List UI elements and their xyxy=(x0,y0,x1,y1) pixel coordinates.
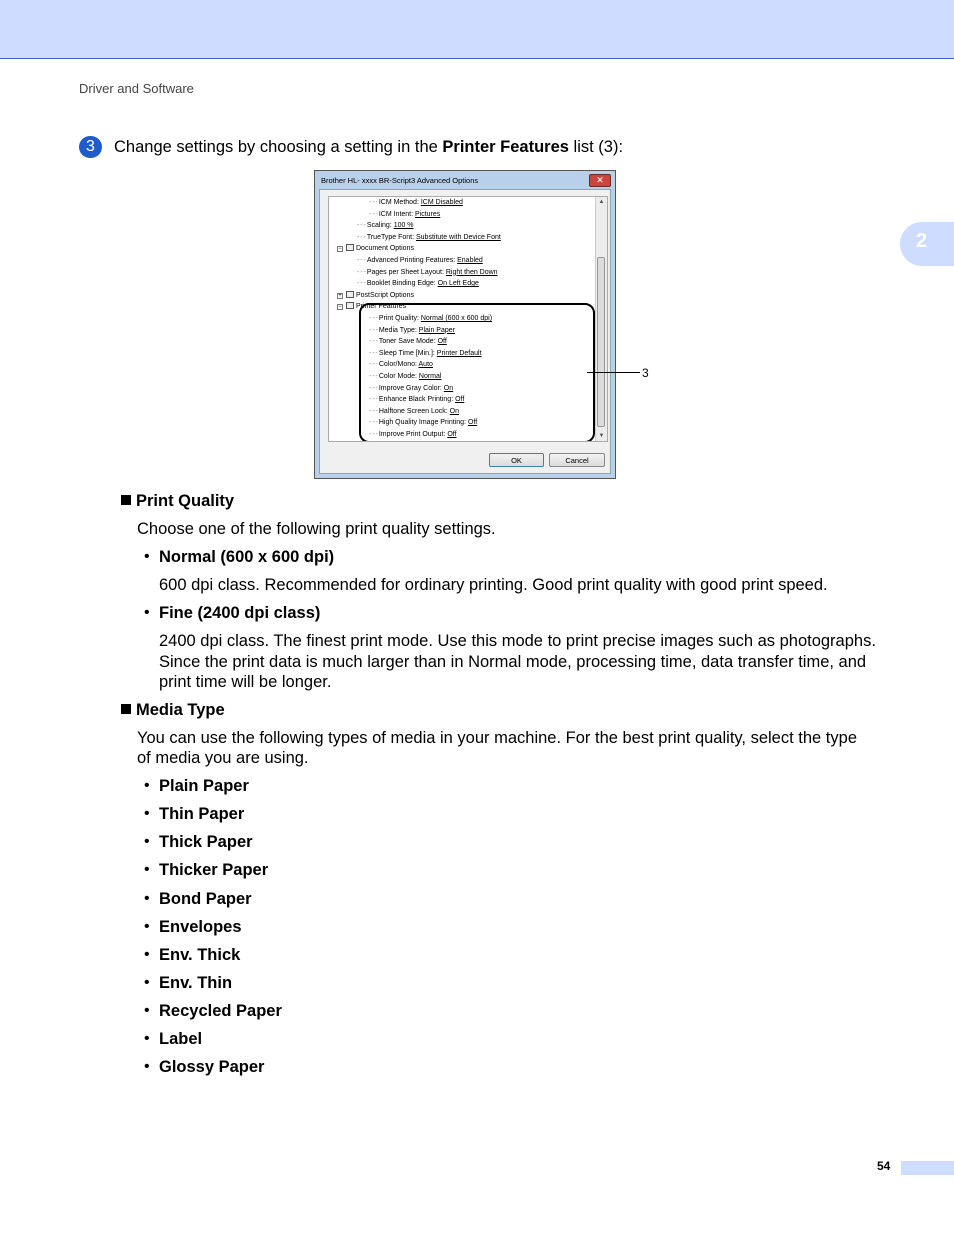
tree-connector: - - - xyxy=(369,419,379,427)
tree-connector: - - - xyxy=(369,199,379,206)
media-type-item: Thick Paper xyxy=(159,833,253,851)
tree-item-label: Pages per Sheet Layout: xyxy=(366,268,446,276)
tree-item-value[interactable]: Off xyxy=(447,431,457,438)
expand-toggle-icon[interactable]: + xyxy=(338,292,342,299)
tree-item-label: TrueType Font: xyxy=(366,233,416,241)
close-icon[interactable]: ✕ xyxy=(589,174,611,187)
tree-item-value[interactable]: Plain Paper xyxy=(418,326,455,334)
tree-connector: - - - xyxy=(369,373,379,380)
option-normal-desc: 600 dpi class. Recommended for ordinary printing. Good print quality with good print speed. xyxy=(159,576,828,594)
tree-item-label: Color Mode: xyxy=(378,373,419,380)
media-type-heading: Media Type xyxy=(121,700,225,721)
tree-connector: - - - xyxy=(369,338,379,346)
square-bullet-icon xyxy=(121,495,131,505)
bullet-icon: • xyxy=(144,890,150,907)
tree-item[interactable] xyxy=(357,267,498,278)
header-band xyxy=(0,0,954,59)
tree-item-value[interactable]: On Left Edge xyxy=(437,280,479,288)
tree-item-label: Scaling: xyxy=(366,222,394,230)
bullet-icon: • xyxy=(144,805,150,822)
scroll-thumb[interactable] xyxy=(597,257,605,427)
bullet-icon: • xyxy=(144,946,150,963)
bullet-icon: • xyxy=(144,604,150,621)
tree-item[interactable] xyxy=(337,243,414,254)
expand-toggle-icon[interactable]: − xyxy=(338,304,342,311)
tree-item-label: Print Quality: xyxy=(378,315,421,322)
bullet-icon: • xyxy=(144,548,150,565)
tree-item[interactable] xyxy=(369,197,463,208)
tree-connector: - - - xyxy=(369,326,379,334)
footer-bar xyxy=(901,1161,954,1175)
callout-line xyxy=(587,372,640,373)
tree-item-label: Halftone Screen Lock: xyxy=(378,407,450,415)
option-normal-name: Normal (600 x 600 dpi) xyxy=(159,548,335,566)
tree-item-label: Document Options xyxy=(356,245,414,253)
tree-connector: - - - xyxy=(369,349,379,357)
option-fine-name: Fine (2400 dpi class) xyxy=(159,604,321,622)
bullet-icon: • xyxy=(144,1058,150,1075)
media-type-item: Plain Paper xyxy=(159,777,249,795)
bullet-icon: • xyxy=(144,861,150,878)
media-type-intro-line: of media you are using. xyxy=(137,749,309,767)
option-fine-desc-line: Since the print data is much larger than in Normal mode, processing time, data transfer time, and xyxy=(159,653,867,671)
tree-item-value[interactable]: Right then Down xyxy=(445,268,498,276)
section-header: Driver and Software xyxy=(79,81,194,96)
tree-connector: - - - xyxy=(369,210,379,218)
tree-connector: - - - xyxy=(357,280,367,288)
tree-item-value[interactable]: Substitute with Device Font xyxy=(415,233,501,241)
tree-item-value[interactable]: Off xyxy=(437,338,447,346)
dialog-body xyxy=(319,189,611,474)
tree-item-label: Sleep Time [Min.]: xyxy=(378,349,437,357)
tree-connector: - - - xyxy=(369,361,379,369)
bullet-icon: • xyxy=(144,974,150,991)
tree-scrollbar[interactable] xyxy=(595,197,607,441)
square-bullet-icon xyxy=(121,704,131,714)
tree-connector: - - - xyxy=(357,222,367,230)
tree-item-value[interactable]: Enabled xyxy=(457,257,483,264)
chapter-number: 2 xyxy=(916,230,928,252)
tree-item-label: Color/Mono: xyxy=(378,361,419,369)
bullet-icon: • xyxy=(144,777,150,794)
tree-item[interactable] xyxy=(357,232,501,243)
tree-item-value[interactable]: Normal xyxy=(418,373,442,380)
media-type-intro-line: You can use the following types of media in your machine. For the best print quality, select the type xyxy=(137,729,857,747)
option-fine-desc-line: 2400 dpi class. The finest print mode. Use this mode to print precise images such as photographs. xyxy=(159,632,876,650)
media-type-item: Thin Paper xyxy=(159,805,245,823)
bullet-icon: • xyxy=(144,1030,150,1047)
tree-item-label: High Quality Image Printing: xyxy=(378,419,468,427)
tree-item[interactable] xyxy=(357,278,479,289)
tree-item-label: Improve Print Output: xyxy=(378,431,448,438)
tree-connector: - - - xyxy=(357,257,367,264)
print-quality-heading: Print Quality xyxy=(121,491,234,512)
tree-item[interactable] xyxy=(357,255,483,266)
expand-toggle-icon[interactable]: − xyxy=(338,246,342,253)
chapter-tab xyxy=(900,222,954,266)
tree-item-value[interactable]: Auto xyxy=(418,361,433,369)
tree-item-value[interactable]: Off xyxy=(455,396,465,404)
media-type-item: Env. Thick xyxy=(159,946,241,964)
option-fine-desc-line: print time will be longer. xyxy=(159,673,332,691)
folder-icon xyxy=(346,291,354,298)
tree-connector: - - - xyxy=(369,396,379,404)
step-instruction: Change settings by choosing a setting in the Printer Features list (3): xyxy=(114,138,624,156)
tree-connector: - - - xyxy=(369,384,379,392)
tree-item[interactable] xyxy=(337,290,414,301)
media-type-item: Thicker Paper xyxy=(159,861,269,879)
tree-item[interactable] xyxy=(369,209,440,220)
media-type-item: Label xyxy=(159,1030,203,1048)
callout-number: 3 xyxy=(642,366,649,380)
dialog-title: Brother HL- xxxx BR-Script3 Advanced Options xyxy=(321,176,479,185)
tree-item-label: Improve Gray Color: xyxy=(378,384,444,392)
tree-item-label: PostScript Options xyxy=(356,291,414,299)
tree-item-value[interactable]: Off xyxy=(467,419,478,427)
tree-item-label: ICM Method: xyxy=(378,199,421,206)
ok-button[interactable]: OK xyxy=(489,453,544,467)
step-number-badge: 3 xyxy=(79,136,102,158)
tree-connector: - - - xyxy=(357,233,367,241)
tree-connector: - - - xyxy=(369,431,379,438)
tree-item-label: Printer Features xyxy=(356,303,407,311)
tree-item-value[interactable]: ICM Disabled xyxy=(420,199,463,206)
tree-connector: - - - xyxy=(369,407,379,415)
tree-item-label: Toner Save Mode: xyxy=(378,338,438,346)
print-quality-intro: Choose one of the following print quality settings. xyxy=(137,520,496,538)
tree-connector: - - - xyxy=(369,315,379,322)
tree-item-label: Booklet Binding Edge: xyxy=(366,280,438,288)
tree-item-value[interactable]: 100 % xyxy=(393,222,414,230)
media-type-item: Glossy Paper xyxy=(159,1058,265,1076)
tree-item-value[interactable]: On xyxy=(449,407,459,415)
tree-item-label: Media Type: xyxy=(378,326,419,334)
tree-item-label: ICM Intent: xyxy=(378,210,416,218)
bullet-icon: • xyxy=(144,918,150,935)
options-tree xyxy=(328,196,608,442)
folder-icon xyxy=(346,244,354,251)
tree-item-label: Enhance Black Printing: xyxy=(378,396,456,404)
tree-item-label: Advanced Printing Features: xyxy=(366,257,458,264)
page-number: 54 xyxy=(877,1159,891,1173)
bullet-icon: • xyxy=(144,1002,150,1019)
tree-item-value[interactable]: Normal (600 x 600 dpi) xyxy=(420,315,493,322)
tree-connector: - - - xyxy=(357,268,367,276)
tree-item-value[interactable]: Pictures xyxy=(415,210,441,218)
media-type-item: Env. Thin xyxy=(159,974,233,992)
printer-features-highlight xyxy=(359,303,595,442)
tree-item-value[interactable]: Printer Default xyxy=(436,349,482,357)
media-type-item: Recycled Paper xyxy=(159,1002,282,1020)
tree-item[interactable] xyxy=(357,220,414,231)
scroll-down-icon[interactable]: ▼ xyxy=(598,433,605,439)
folder-icon xyxy=(346,302,354,309)
bullet-icon: • xyxy=(144,833,150,850)
media-type-item: Bond Paper xyxy=(159,890,252,908)
advanced-options-dialog xyxy=(314,170,616,479)
media-type-item: Envelopes xyxy=(159,918,242,936)
cancel-button[interactable]: Cancel xyxy=(549,453,605,467)
tree-item-value[interactable]: On xyxy=(443,384,454,392)
scroll-up-icon[interactable]: ▲ xyxy=(598,199,605,205)
